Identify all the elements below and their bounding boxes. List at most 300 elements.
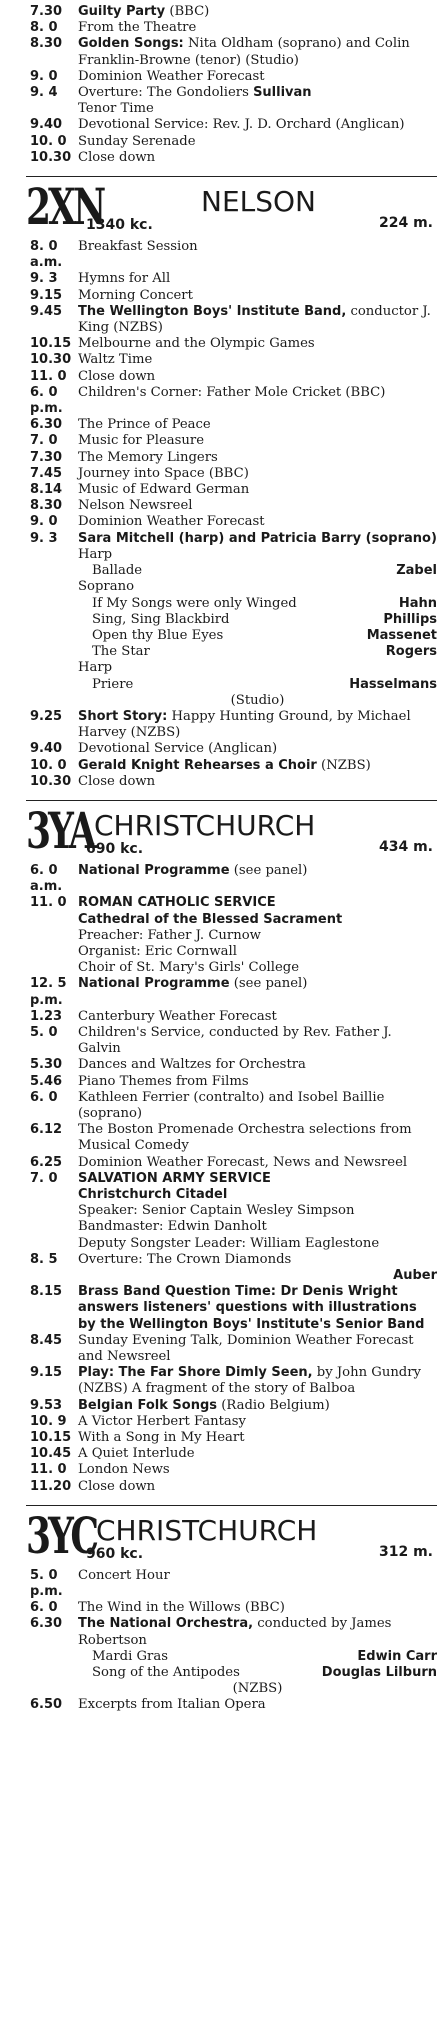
program-item bbox=[78, 1665, 437, 1681]
listing-time: 7.45 bbox=[30, 465, 63, 481]
station-call-sign: 3YC bbox=[26, 1505, 97, 1565]
listing-row bbox=[30, 960, 437, 976]
program-composer: Rogers bbox=[385, 644, 437, 660]
station-header-3ya bbox=[26, 800, 437, 859]
program-source bbox=[78, 693, 437, 709]
listing-row bbox=[30, 1155, 437, 1171]
program-item bbox=[78, 628, 437, 644]
listing-row bbox=[30, 369, 437, 385]
listing-title: Close down bbox=[78, 1478, 156, 1494]
listing-time: 9.40 bbox=[30, 117, 63, 133]
listing-row bbox=[30, 1616, 437, 1648]
listing-time: 6.30 bbox=[30, 1616, 63, 1632]
listing-row bbox=[30, 709, 437, 741]
program-composer: Hasselmans bbox=[349, 676, 437, 692]
listing-text bbox=[78, 1025, 437, 1057]
station-frequency: 960 kc. bbox=[86, 1545, 144, 1562]
listing-title: Piano Themes from Films bbox=[78, 1073, 249, 1089]
listing-row bbox=[30, 1090, 437, 1122]
listing-composer: Sullivan bbox=[253, 85, 312, 101]
listing-row bbox=[30, 1365, 437, 1397]
listing-time: 6.30 bbox=[30, 417, 63, 433]
listing-title: Dominion Weather Forecast, News and Newsreel bbox=[78, 1154, 408, 1170]
listing-note: (BBC) bbox=[169, 4, 210, 19]
listing-title: SALVATION ARMY SERVICE bbox=[78, 1170, 271, 1186]
listing-time: 8. 5 bbox=[30, 1251, 58, 1267]
program-source-text: (Studio) bbox=[230, 692, 285, 708]
listing-row bbox=[30, 150, 437, 166]
listing-time: 7. 0 bbox=[30, 1170, 58, 1186]
station-frequency: 1340 kc. bbox=[86, 217, 153, 234]
listing-time: 5.30 bbox=[30, 1057, 63, 1073]
listing-text bbox=[78, 1155, 437, 1171]
listing-title: Melbourne and the Olympic Games bbox=[78, 336, 315, 352]
listing-text bbox=[78, 928, 437, 944]
listing-title: Journey into Space (BBC) bbox=[78, 465, 249, 481]
listing-text bbox=[78, 20, 437, 36]
nelson-listings bbox=[30, 239, 437, 790]
listing-time: 11.20 bbox=[30, 1478, 72, 1494]
listing-text bbox=[78, 417, 437, 433]
listing-text bbox=[78, 1074, 437, 1090]
listing-composer: Auber bbox=[393, 1268, 437, 1284]
listing-time: 5.46 bbox=[30, 1073, 63, 1089]
program-composer: Zabel bbox=[396, 563, 437, 579]
listing-text bbox=[78, 514, 437, 530]
listing-row bbox=[30, 863, 437, 895]
listing-text bbox=[78, 1430, 437, 1446]
station-wavelength: 224 m. bbox=[378, 215, 433, 232]
listing-text bbox=[78, 466, 437, 482]
listing-time: 6. 0 a.m. bbox=[30, 862, 63, 895]
listing-time: 6.25 bbox=[30, 1154, 63, 1170]
listing-text bbox=[78, 1236, 437, 1252]
listing-text bbox=[78, 150, 437, 166]
program-item bbox=[78, 563, 437, 579]
listing-text bbox=[78, 531, 437, 547]
listing-text bbox=[78, 1057, 437, 1073]
listing-text bbox=[78, 1414, 437, 1430]
program-source-text: (NZBS) bbox=[232, 1681, 283, 1697]
listing-row bbox=[30, 288, 437, 304]
listing-row bbox=[30, 85, 437, 117]
listing-row bbox=[30, 69, 437, 85]
listing-row bbox=[30, 4, 437, 20]
listing-row bbox=[30, 774, 437, 790]
listing-text bbox=[78, 1187, 437, 1203]
listing-text bbox=[78, 304, 437, 336]
listing-time: 5. 0 p.m. bbox=[30, 1567, 63, 1600]
listing-row bbox=[30, 1600, 437, 1616]
listing-row bbox=[30, 895, 437, 911]
listing-time: 7.30 bbox=[30, 4, 63, 19]
station-name: CHRISTCHURCH bbox=[96, 1513, 318, 1547]
listing-title: Excerpts from Italian Opera bbox=[78, 1697, 266, 1713]
listing-row bbox=[30, 134, 437, 150]
listing-title: Devotional Service (Anglican) bbox=[78, 741, 278, 757]
listing-title: Children's Corner: Father Mole Cricket (BBC) bbox=[78, 384, 386, 400]
listing-time: 5. 0 bbox=[30, 1024, 58, 1040]
listing-title: Cathedral of the Blessed Sacrament bbox=[78, 911, 343, 927]
listing-time: 8.30 bbox=[30, 36, 63, 52]
listing-title: A Victor Herbert Fantasy bbox=[78, 1413, 246, 1429]
listing-row bbox=[30, 1479, 437, 1495]
listing-text bbox=[78, 1284, 437, 1333]
listing-time: 6.50 bbox=[30, 1697, 63, 1713]
listing-title: Music for Pleasure bbox=[78, 433, 205, 449]
listing-title: Devotional Service: Rev. J. D. Orchard (Anglican) bbox=[78, 117, 405, 133]
listing-row bbox=[30, 417, 437, 433]
listing-text bbox=[78, 944, 437, 960]
listing-time: 10.15 bbox=[30, 336, 72, 352]
listing-detail: conducted by James Robertson bbox=[78, 1616, 392, 1648]
listing-title: Overture: The Crown Diamonds bbox=[78, 1251, 292, 1267]
listing-title: National Programme bbox=[78, 976, 230, 992]
listing-time: 10.30 bbox=[30, 352, 72, 368]
listing-time: 9. 0 bbox=[30, 514, 58, 530]
listing-title: The Prince of Peace bbox=[78, 417, 211, 433]
listing-time: 9. 4 bbox=[30, 85, 58, 101]
listing-row bbox=[30, 433, 437, 449]
listing-time: 10.15 bbox=[30, 1430, 72, 1446]
listing-detail: conductor J. King (NZBS) bbox=[78, 303, 431, 336]
listing-text bbox=[78, 4, 437, 20]
listing-text bbox=[78, 1171, 437, 1187]
listing-row bbox=[30, 20, 437, 36]
listing-time: 9. 3 bbox=[30, 271, 58, 287]
listing-title: From the Theatre bbox=[78, 20, 197, 36]
station-wavelength: 312 m. bbox=[378, 1543, 433, 1560]
listing-time: 12. 5 p.m. bbox=[30, 976, 67, 1008]
listing-text bbox=[78, 271, 437, 287]
listing-text bbox=[78, 69, 437, 85]
listing-time: 9.45 bbox=[30, 303, 63, 319]
listing-row bbox=[30, 1074, 437, 1090]
listing-text bbox=[78, 239, 437, 255]
listing-text bbox=[78, 1398, 437, 1414]
listing-time: 8.45 bbox=[30, 1332, 63, 1348]
listing-time: 9. 0 bbox=[30, 68, 58, 84]
listing-time: 10. 9 bbox=[30, 1413, 67, 1429]
listing-row bbox=[30, 1462, 437, 1478]
top-listings bbox=[30, 4, 437, 166]
listing-row bbox=[30, 531, 437, 547]
program-item bbox=[78, 644, 437, 660]
listing-title: Dominion Weather Forecast bbox=[78, 514, 265, 530]
listing-row bbox=[30, 1446, 437, 1462]
listing-title: Brass Band Question Time: Dr Denis Wright answers listeners' questions with illustrations by the Wellington Boys' Institute's Senior Band bbox=[78, 1284, 425, 1332]
listing-text bbox=[78, 1009, 437, 1025]
listing-text bbox=[78, 1122, 437, 1154]
listing-row bbox=[30, 450, 437, 466]
listing-title: The Wellington Boys' Institute Band, bbox=[78, 303, 347, 319]
listing-text bbox=[78, 741, 437, 757]
listing-title: Hymns for All bbox=[78, 271, 171, 287]
listing-time: 7.30 bbox=[30, 449, 63, 465]
listing-detail: (see panel) bbox=[233, 862, 308, 878]
listing-time: 9.53 bbox=[30, 1397, 63, 1413]
listing-text bbox=[78, 1568, 437, 1584]
listing-title: National Programme bbox=[78, 862, 230, 878]
listing-time: 9.40 bbox=[30, 741, 63, 757]
listing-text bbox=[78, 1600, 437, 1616]
listing-time: 10. 0 bbox=[30, 757, 67, 773]
listing-text bbox=[78, 369, 437, 385]
listing-text bbox=[78, 1446, 437, 1462]
listing-text bbox=[78, 1203, 437, 1219]
listing-detail: (Radio Belgium) bbox=[221, 1397, 330, 1413]
listing-time: 6. 0 bbox=[30, 1089, 58, 1105]
listing-time: 6.12 bbox=[30, 1122, 63, 1138]
station-call-sign: 2XN bbox=[26, 177, 104, 237]
listing-time: 9.25 bbox=[30, 708, 63, 724]
listing-title: Overture: The Gondoliers bbox=[78, 85, 249, 101]
listing-title: Music of Edward German bbox=[78, 482, 250, 498]
listing-row bbox=[30, 1009, 437, 1025]
listing-title: Sara Mitchell (harp) and Patricia Barry (soprano) bbox=[78, 530, 437, 546]
program-composer: Phillips bbox=[383, 611, 437, 627]
program-composer: Massenet bbox=[366, 627, 437, 643]
station-header-2xn bbox=[26, 176, 437, 235]
listing-detail: (see panel) bbox=[233, 976, 308, 992]
listing-row bbox=[30, 36, 437, 68]
listing-row bbox=[30, 498, 437, 514]
station-wavelength: 434 m. bbox=[378, 838, 433, 855]
listing-row bbox=[30, 1568, 437, 1600]
listing-row bbox=[30, 271, 437, 287]
listing-row bbox=[30, 1236, 437, 1252]
listing-title: Children's Service, conducted by Rev. Father J. Galvin bbox=[78, 1024, 392, 1057]
program-item bbox=[78, 1649, 437, 1665]
listing-text bbox=[78, 36, 437, 68]
listing-title: Sunday Evening Talk, Dominion Weather Forecast and Newsreel bbox=[78, 1332, 414, 1365]
listing-row bbox=[30, 1252, 437, 1284]
program-section-label: Harp bbox=[78, 546, 113, 562]
program-composer: Hahn bbox=[398, 595, 437, 611]
listing-title: With a Song in My Heart bbox=[78, 1430, 245, 1446]
listing-title: Choir of St. Mary's Girls' College bbox=[78, 960, 300, 976]
program-section-label: Harp bbox=[78, 660, 113, 676]
listing-text bbox=[78, 1616, 437, 1648]
listing-text bbox=[78, 288, 437, 304]
listing-title: The Memory Lingers bbox=[78, 449, 218, 465]
listing-row bbox=[30, 1203, 437, 1219]
listing-title: Nelson Newsreel bbox=[78, 498, 193, 514]
listing-row bbox=[30, 741, 437, 757]
program-composer: Douglas Lilburn bbox=[321, 1665, 437, 1681]
listing-text bbox=[78, 863, 437, 879]
listing-row bbox=[30, 466, 437, 482]
listing-row bbox=[30, 1414, 437, 1430]
listing-text bbox=[78, 976, 437, 992]
program-work: Mardi Gras bbox=[92, 1648, 168, 1664]
listing-text bbox=[78, 1479, 437, 1495]
program-item bbox=[78, 596, 437, 612]
listing-title: Deputy Songster Leader: William Eaglestone bbox=[78, 1235, 380, 1251]
station-header-3yc bbox=[26, 1505, 437, 1564]
program-work: The Star bbox=[92, 644, 150, 660]
listing-text bbox=[78, 1462, 437, 1478]
listing-row bbox=[30, 1219, 437, 1235]
listing-time: 9.15 bbox=[30, 1365, 63, 1381]
listing-time: 11. 0 bbox=[30, 1462, 67, 1478]
listing-title: Organist: Eric Cornwall bbox=[78, 943, 237, 959]
listing-title: Golden Songs: bbox=[78, 36, 184, 52]
listing-text bbox=[78, 1333, 437, 1365]
listing-row bbox=[30, 1430, 437, 1446]
listing-row bbox=[30, 928, 437, 944]
listing-text bbox=[78, 960, 437, 976]
listing-title: The Boston Promenade Orchestra selections from Musical Comedy bbox=[78, 1122, 412, 1154]
program-composer: Edwin Carr bbox=[357, 1648, 437, 1664]
listing-note: (NZBS) bbox=[321, 757, 371, 773]
listing-row bbox=[30, 1187, 437, 1203]
program-item bbox=[78, 677, 437, 693]
listing-row bbox=[30, 514, 437, 530]
station-call-sign: 3YA bbox=[26, 800, 94, 860]
listing-title: London News bbox=[78, 1462, 170, 1478]
listing-title: Short Story: bbox=[78, 708, 168, 724]
listing-time: 8. 0 bbox=[30, 20, 58, 36]
program-work: If My Songs were only Winged bbox=[92, 595, 297, 611]
listing-text bbox=[78, 895, 437, 911]
listing-title: Bandmaster: Edwin Danholt bbox=[78, 1219, 267, 1235]
listing-text bbox=[78, 1252, 437, 1284]
listing-title: Play: The Far Shore Dimly Seen, bbox=[78, 1365, 313, 1381]
listing-time: 10. 0 bbox=[30, 133, 67, 149]
listing-row bbox=[30, 1057, 437, 1073]
listing-time: 9.15 bbox=[30, 287, 63, 303]
listing-title: Dominion Weather Forecast bbox=[78, 68, 265, 84]
listing-row bbox=[30, 385, 437, 417]
listing-row bbox=[30, 1122, 437, 1154]
program-source bbox=[78, 1681, 437, 1697]
listing-time: 11. 0 bbox=[30, 368, 67, 384]
listing-text bbox=[78, 450, 437, 466]
listing-row bbox=[30, 1284, 437, 1333]
listing-text bbox=[78, 385, 437, 401]
listing-title: Morning Concert bbox=[78, 287, 193, 303]
listing-text bbox=[78, 1697, 437, 1713]
listing-title: Speaker: Senior Captain Wesley Simpson bbox=[78, 1203, 355, 1219]
listing-text bbox=[78, 336, 437, 352]
listing-detail: by John Gundry (NZBS) A fragment of the story of Balboa bbox=[78, 1365, 422, 1397]
listing-row bbox=[30, 976, 437, 1008]
listing-time: 6. 0 p.m. bbox=[30, 384, 63, 417]
listing-title: The Wind in the Willows bbox=[78, 1600, 241, 1616]
station-name: CHRISTCHURCH bbox=[94, 808, 316, 842]
station-name: NELSON bbox=[201, 185, 316, 219]
listing-text bbox=[78, 758, 437, 774]
program-item bbox=[78, 612, 437, 628]
listing-row bbox=[30, 336, 437, 352]
listing-row bbox=[30, 912, 437, 928]
listing-title: The National Orchestra, bbox=[78, 1616, 254, 1632]
listing-text bbox=[78, 482, 437, 498]
program-section-label: Soprano bbox=[78, 579, 135, 595]
program-work: Open thy Blue Eyes bbox=[92, 627, 224, 643]
listing-time: 8.30 bbox=[30, 498, 63, 514]
listing-time: 1.23 bbox=[30, 1008, 63, 1024]
listing-row bbox=[30, 758, 437, 774]
listing-title: A Quiet Interlude bbox=[78, 1446, 195, 1462]
listing-time: 9. 3 bbox=[30, 530, 58, 546]
listing-row bbox=[30, 239, 437, 271]
listing-row bbox=[30, 1398, 437, 1414]
listing-title: Dances and Waltzes for Orchestra bbox=[78, 1057, 306, 1073]
listing-title: ROMAN CATHOLIC SERVICE bbox=[78, 895, 276, 911]
christchurch-listings bbox=[30, 863, 437, 1495]
listing-time: 8. 0 a.m. bbox=[30, 239, 63, 271]
listing-title: Guilty Party bbox=[78, 4, 166, 19]
listing-title: Belgian Folk Songs bbox=[78, 1397, 218, 1413]
listing-text bbox=[78, 352, 437, 368]
program-work: Ballade bbox=[92, 563, 143, 579]
listing-time: 10.45 bbox=[30, 1446, 72, 1462]
listing-title: Canterbury Weather Forecast bbox=[78, 1008, 277, 1024]
listing-row bbox=[30, 1697, 437, 1713]
listing-row bbox=[30, 352, 437, 368]
listing-row bbox=[30, 304, 437, 336]
listing-time: 10.30 bbox=[30, 773, 72, 789]
program-work: Song of the Antipodes bbox=[92, 1665, 240, 1681]
christchurch2-listings bbox=[30, 1568, 437, 1714]
listing-text bbox=[78, 433, 437, 449]
listing-text bbox=[78, 498, 437, 514]
program-work: Priere bbox=[92, 676, 134, 692]
listing-note: (BBC) bbox=[244, 1600, 285, 1616]
listing-time: 8.14 bbox=[30, 482, 63, 498]
listing-row bbox=[30, 944, 437, 960]
listing-time: 7. 0 bbox=[30, 433, 58, 449]
listing-title: Concert Hour bbox=[78, 1567, 170, 1583]
listing-title: Preacher: Father J. Curnow bbox=[78, 927, 261, 943]
listing-time: 11. 0 bbox=[30, 895, 67, 911]
listing-time: 10.30 bbox=[30, 149, 72, 165]
listing-title: Kathleen Ferrier (contralto) and Isobel Baillie (soprano) bbox=[78, 1089, 385, 1121]
listing-text bbox=[78, 134, 437, 150]
listing-text bbox=[78, 117, 437, 133]
listing-row bbox=[30, 1171, 437, 1187]
listing-row bbox=[30, 1333, 437, 1365]
listing-text bbox=[78, 709, 437, 741]
listing-text bbox=[78, 1365, 437, 1397]
listing-detail: Nita Oldham (soprano) and Colin Franklin-Browne (tenor) (Studio) bbox=[78, 36, 410, 68]
listing-title: Christchurch Citadel bbox=[78, 1187, 228, 1202]
listing-time: 8.15 bbox=[30, 1284, 63, 1300]
listing-text bbox=[78, 774, 437, 790]
station-frequency: 690 kc. bbox=[86, 840, 144, 857]
listing-text bbox=[78, 912, 437, 928]
listing-title: Waltz Time bbox=[78, 352, 153, 368]
listing-row bbox=[30, 1025, 437, 1057]
listing-row bbox=[30, 482, 437, 498]
listing-title: Close down bbox=[78, 368, 156, 384]
listing-row bbox=[30, 117, 437, 133]
listing-title: Close down bbox=[78, 773, 156, 789]
listing-text bbox=[78, 1090, 437, 1122]
listing-text bbox=[78, 85, 437, 117]
listing-title: Breakfast Session bbox=[78, 239, 198, 255]
listing-extra: Tenor Time bbox=[78, 101, 154, 117]
listing-title: Gerald Knight Rehearses a Choir bbox=[78, 757, 317, 773]
program-work: Sing, Sing Blackbird bbox=[92, 611, 230, 627]
listing-title: Sunday Serenade bbox=[78, 133, 196, 149]
listing-detail: Happy Hunting Ground, by Michael Harvey (NZBS) bbox=[78, 708, 411, 741]
listing-time: 6. 0 bbox=[30, 1600, 58, 1616]
listing-title: Close down bbox=[78, 149, 156, 165]
listing-text bbox=[78, 1219, 437, 1235]
